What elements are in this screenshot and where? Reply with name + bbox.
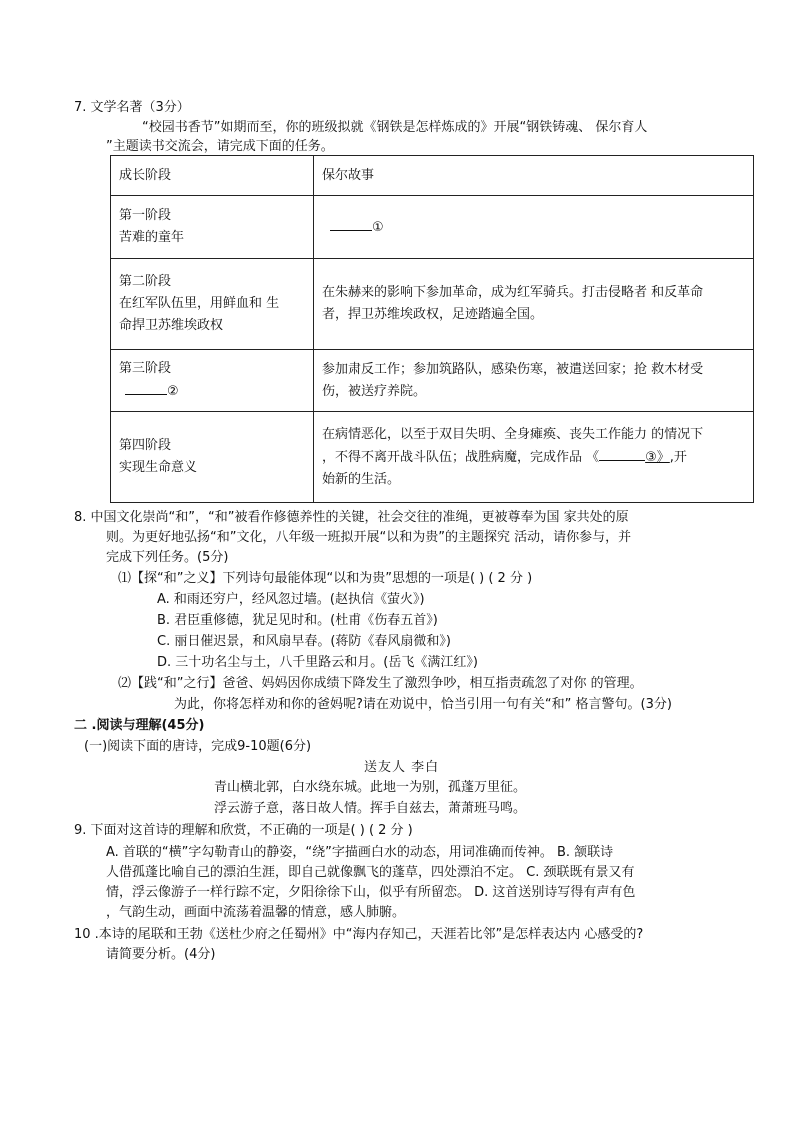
story-text: 在朱赫来的影响下参加革命，成为红军骑兵。打击侵略者 和反革命 xyxy=(322,285,704,300)
q9-line3: 人借孤蓬比喻自己的漂泊生涯，即自己就像飘飞的蓬草，四处漂泊不定。 C. 颈联既有景又有 xyxy=(106,865,635,880)
stage-desc: 苦难的童年 xyxy=(119,230,185,245)
q8-option-b[interactable]: B. 君臣重修德，犹足见时和。(杜甫《伤春五首》) xyxy=(157,613,438,628)
story-text-end: ,开 xyxy=(669,449,687,465)
q7-intro-line2: ”主题读书交流会，请完成下面的任务。 xyxy=(106,139,334,154)
q7-intro-line1: “校园书香节”如期而至，你的班级拟就《钢铁是怎样炼成的》开展“钢铁铸魂、 保尔育人 xyxy=(142,120,648,135)
table-row xyxy=(111,196,754,259)
table-head-story: 保尔故事 xyxy=(314,156,754,196)
blank-marker-1: ① xyxy=(372,219,384,235)
q10-line1: 10 .本诗的尾联和王勃《送杜少府之任蜀州》中“海内存知己，天涯若比邻”是怎样表达内 心感受的? xyxy=(74,927,644,942)
growth-stages-table xyxy=(110,155,754,503)
story-text: 参加肃反工作；参加筑路队，感染伤寒，被遣送回家；抢 救木材受 xyxy=(322,361,704,377)
stage-label: 第三阶段 xyxy=(119,361,172,376)
stage-desc: 在红军队伍里，用鲜血和 生 xyxy=(119,296,280,311)
stage-label: 第四阶段 xyxy=(119,438,172,453)
section-part1: (一)阅读下面的唐诗，完成9-10题(6分) xyxy=(84,739,312,754)
q8-sub1: ⑴【探“和”之义】下列诗句最能体现“以和为贵”思想的一项是( ) ( 2 分 ) xyxy=(118,571,533,586)
table-head-stage: 成长阶段 xyxy=(111,156,314,196)
table-row xyxy=(111,350,754,412)
section-title: 二 .阅读与理解(45分) xyxy=(74,718,205,733)
q9-line5: ，气韵生动，画面中流荡着温馨的情意，感人肺腑。 xyxy=(106,905,406,920)
q8-option-d[interactable]: D. 三十功名尘与土，八千里路云和月。(岳飞《满江红》) xyxy=(157,655,478,670)
poem-title: 送友人 李白 xyxy=(364,760,440,775)
answer-blank-3[interactable] xyxy=(599,446,645,461)
q8-sub2-line2: 为此，你将怎样劝和你的爸妈呢?请在劝说中，恰当引用一句有关“和” 格言警句。(3分) xyxy=(174,697,672,712)
q8-line3: 完成下列任务。(5分) xyxy=(106,550,229,565)
blank-marker-2: ② xyxy=(167,384,179,399)
blank-marker-3: ③》 xyxy=(645,449,670,465)
stage-desc: 实现生命意义 xyxy=(119,460,198,475)
q8-option-a[interactable]: A. 和雨还穷户，经风忽过墙。(赵执信《萤火》) xyxy=(157,592,425,607)
answer-blank-1[interactable] xyxy=(330,216,372,231)
q8-option-c[interactable]: C. 丽日催迟景，和风扇早春。(蒋防《春风扇微和》) xyxy=(157,634,451,649)
table-row xyxy=(111,259,754,350)
stage-desc-cont: 命捍卫苏维埃政权 xyxy=(119,318,224,333)
table-header-row xyxy=(111,156,754,196)
stage-label: 第二阶段 xyxy=(119,274,172,289)
q9-line4: 情，浮云像游子一样行踪不定，夕阳徐徐下山，似乎有所留恋。 D. 这首送别诗写得有声有色 xyxy=(106,885,636,900)
poem-line1: 青山横北郭，白水绕东城。此地一为别，孤蓬万里征。 xyxy=(214,780,527,795)
q9-line1: 9. 下面对这首诗的理解和欣赏，不正确的一项是( ) ( 2 分 ) xyxy=(74,823,413,838)
q8-sub2-line1: ⑵【践“和”之行】爸爸、妈妈因你成绩下降发生了激烈争吵，相互指责疏忽了对你 的管理。 xyxy=(118,676,643,691)
q10-line2: 请简要分析。(4分) xyxy=(106,947,216,962)
story-text-final: 始新的生活。 xyxy=(322,471,401,487)
q8-line2: 则。为更好地弘扬“和”文化，八年级一班拟开展“以和为贵”的主题探究 活动，请你参与，并 xyxy=(106,530,632,545)
story-text-cont: ，不得不离开战斗队伍；战胜病魔，完成作品 《 xyxy=(322,449,600,465)
answer-blank-2[interactable] xyxy=(125,380,167,395)
story-text-cont: 者，捍卫苏维埃政权，足迹踏遍全国。 xyxy=(322,307,544,322)
q7-header: 7. 文学名著（3分） xyxy=(74,100,190,115)
story-text: 在病情恶化，以至于双目失明、全身瘫痪、丧失工作能力 的情况下 xyxy=(322,426,704,442)
story-text-cont: 伤，被送疗养院。 xyxy=(322,383,427,399)
q8-line1: 8. 中国文化崇尚“和”，“和”被看作修德养性的关键，社会交往的准绳，更被尊奉为国 家共处的原 xyxy=(74,510,629,525)
q9-line2: A. 首联的“横”字勾勒青山的静姿，“绕”字描画白水的动态，用词准确而传神。 B. 颔联诗 xyxy=(106,845,614,860)
table-row xyxy=(111,412,754,503)
poem-line2: 浮云游子意，落日故人情。挥手自兹去，萧萧班马鸣。 xyxy=(214,801,527,816)
stage-label: 第一阶段 xyxy=(119,208,172,223)
